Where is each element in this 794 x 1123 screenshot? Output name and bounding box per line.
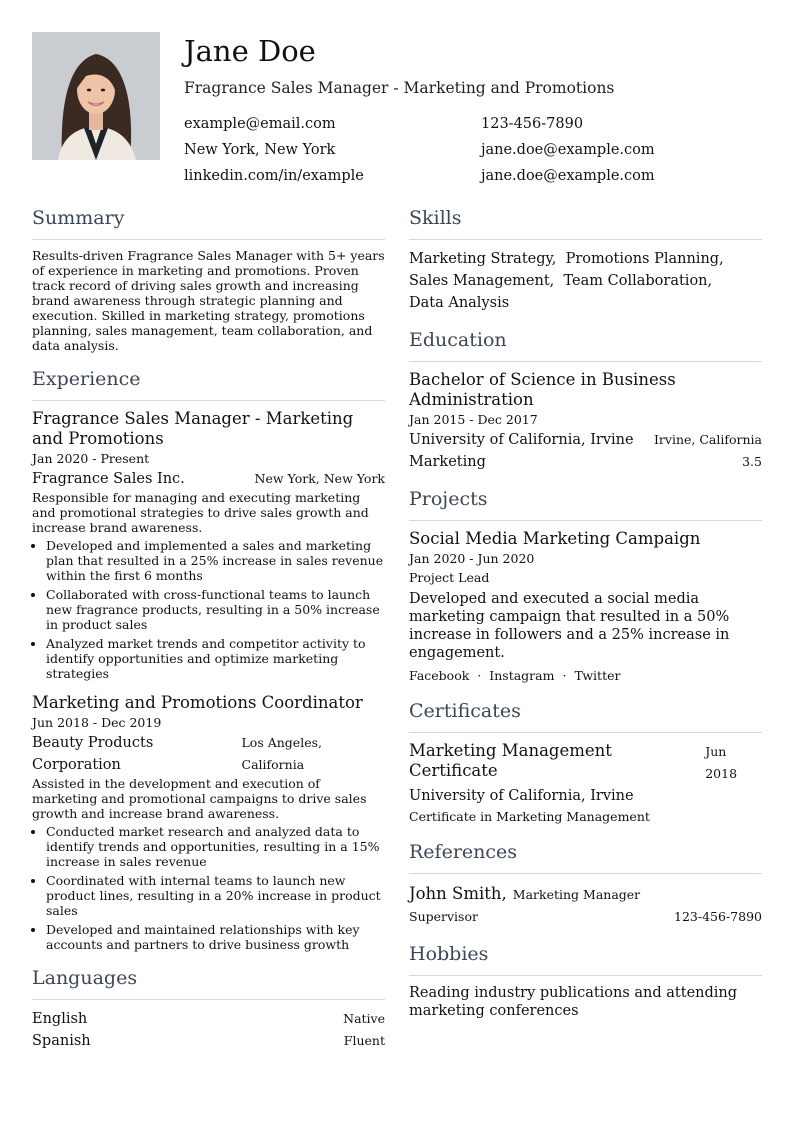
experience-heading: Experience	[32, 367, 385, 401]
job-highlights	[32, 824, 385, 952]
reference-phone: 123-456-7890	[674, 909, 762, 924]
job-highlights	[32, 538, 385, 681]
education-score: 3.5	[742, 454, 762, 469]
references-heading: References	[409, 840, 762, 874]
language-name: Spanish	[32, 1033, 91, 1049]
skill-item: Data Analysis	[409, 295, 510, 311]
education-section	[409, 328, 762, 473]
education-location: Irvine, California	[653, 432, 762, 447]
language-level: Native	[343, 1011, 385, 1026]
language-name: English	[32, 1011, 88, 1027]
job-summary: Responsible for managing and executing marketing and promotional strategies to drive sales growth and increase brand awareness.	[32, 490, 369, 535]
skills-list	[409, 248, 762, 314]
skills-heading: Skills	[409, 206, 762, 240]
language-level: Fluent	[343, 1033, 385, 1048]
project-date: Jan 2020 - Jun 2020	[409, 551, 535, 566]
candidate-name: Jane Doe	[184, 34, 316, 68]
contact-email[interactable]: example@email.com	[184, 116, 336, 132]
list-item: • Coordinated with internal teams to launch new product lines, resulting in a 20% increase in product sales	[46, 873, 385, 918]
skill-item: Marketing Strategy,	[409, 251, 557, 267]
list-item: • Developed and implemented a sales and marketing plan that resulted in a 25% increase in sales revenue within the first 6 months	[46, 538, 385, 583]
certificates-section	[409, 699, 762, 826]
contact-email-tertiary[interactable]: jane.doe@example.com	[481, 168, 655, 184]
job-date: Jan 2020 - Present	[32, 451, 150, 466]
certificate-issuer-row	[409, 785, 762, 807]
list-item: • Collaborated with cross-functional teams to launch new fragrance products, resulting in a 50% increase in product sales	[46, 587, 385, 632]
project-description: Developed and executed a social media marketing campaign that resulted in a 50% increase in followers and a 25% increase in engagement.	[409, 591, 730, 661]
project-role: Project Lead	[409, 570, 490, 585]
resume-header	[32, 32, 762, 182]
summary-section	[32, 206, 385, 353]
job-company-row	[32, 732, 385, 776]
job-position: Marketing and Promotions Coordinator	[32, 693, 363, 712]
project-name: Social Media Marketing Campaign	[409, 529, 701, 548]
keyword-item: Facebook	[409, 668, 470, 683]
skill-item: Team Collaboration,	[563, 273, 713, 289]
education-institution-row	[409, 429, 762, 451]
keyword-item: Instagram	[489, 668, 555, 683]
keyword-item: Twitter	[574, 668, 621, 683]
contact-phone[interactable]: 123-456-7890	[481, 116, 584, 132]
reference-details-row	[409, 906, 762, 928]
job-date: Jun 2018 - Dec 2019	[32, 715, 162, 730]
education-degree: Bachelor of Science in Business Administration	[409, 370, 676, 409]
certificate-name: Marketing Management Certificate	[409, 741, 612, 780]
job-company-row	[32, 468, 385, 490]
hobbies-section	[409, 942, 762, 1020]
left-column	[32, 206, 385, 1066]
summary-text: Results-driven Fragrance Sales Manager with 5+ years of experience in marketing and promotions. Proven track record of driving sales growth and increasing brand awareness through strategic planning and execution. Skilled in marketing strategy, promotions planning, sales management, team collaboration, and data analysis.	[32, 248, 385, 353]
skill-item: Promotions Planning,	[565, 251, 724, 267]
separator-dot: ·	[562, 668, 567, 683]
job-company: Beauty Products Corporation	[32, 735, 154, 773]
experience-section	[32, 367, 385, 952]
reference-name: John Smith,	[409, 884, 507, 903]
experience-item	[32, 409, 385, 681]
job-summary: Assisted in the development and execution of marketing and promotional campaigns to drive sales growth and increase brand awareness.	[32, 776, 367, 821]
list-item: • Developed and maintained relationships with key accounts and partners to drive business growth	[46, 922, 385, 952]
languages-section	[32, 966, 385, 1052]
list-item: • Analyzed market trends and competitor activity to identify opportunities and optimize marketing strategies	[46, 636, 385, 681]
summary-heading: Summary	[32, 206, 385, 240]
portrait-image	[32, 32, 160, 160]
right-column	[409, 206, 762, 1034]
contact-email-secondary[interactable]: jane.doe@example.com	[481, 142, 655, 158]
certificate-issuer: University of California, Irvine	[409, 788, 634, 804]
education-date: Jan 2015 - Dec 2017	[409, 412, 538, 427]
contact-linkedin[interactable]: linkedin.com/in/example	[184, 168, 364, 184]
experience-item	[32, 693, 385, 952]
reference-relation: Supervisor	[409, 909, 478, 924]
language-row	[32, 1008, 385, 1030]
education-area: Marketing	[409, 454, 486, 470]
certificate-summary: Certificate in Marketing Management	[409, 809, 650, 824]
education-institution: University of California, Irvine	[409, 432, 634, 448]
projects-heading: Projects	[409, 487, 762, 521]
reference-name-row	[409, 882, 762, 906]
profile-photo	[32, 32, 160, 160]
job-company: Fragrance Sales Inc.	[32, 471, 185, 487]
contact-location: New York, New York	[184, 142, 336, 158]
list-item: • Conducted market research and analyzed data to identify trends and opportunities, resulting in a 15% increase in sales revenue	[46, 824, 385, 869]
separator-dot: ·	[477, 668, 482, 683]
job-position: Fragrance Sales Manager - Marketing and Promotions	[32, 409, 354, 448]
skills-section	[409, 206, 762, 314]
certificates-heading: Certificates	[409, 699, 762, 733]
certificate-row	[409, 741, 762, 785]
reference-position: Marketing Manager	[512, 887, 641, 902]
certificate-date: Jun 2018	[705, 744, 738, 781]
job-location: New York, New York	[254, 471, 385, 486]
references-section	[409, 840, 762, 928]
skill-item: Sales Management,	[409, 273, 555, 289]
languages-heading: Languages	[32, 966, 385, 1000]
education-heading: Education	[409, 328, 762, 362]
job-location: Los Angeles, California	[241, 735, 322, 772]
education-area-row	[409, 451, 762, 473]
candidate-headline: Fragrance Sales Manager - Marketing and Promotions	[184, 79, 615, 97]
language-row	[32, 1030, 385, 1052]
hobbies-text: Reading industry publications and attending marketing conferences	[409, 985, 738, 1019]
hobbies-heading: Hobbies	[409, 942, 762, 976]
project-keywords	[409, 667, 762, 685]
projects-section	[409, 487, 762, 685]
